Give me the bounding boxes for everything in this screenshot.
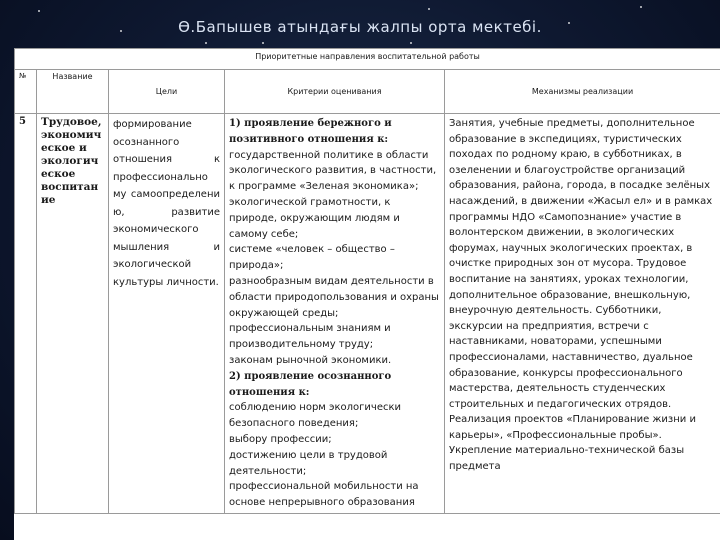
star <box>262 42 264 44</box>
star <box>428 8 430 10</box>
column-header-criteria: Критерии оценивания <box>225 70 445 114</box>
row-name: Трудовое, экономическое и экологическое воспитание <box>37 114 109 514</box>
table-row <box>15 114 720 514</box>
criteria-item: системе «человек – общество – природа»; <box>229 244 395 272</box>
row-mechanisms: Занятия, учебные предметы, дополнительное образование в экспедициях, туристических походах по родному краю, в субботниках, в озеленении и благоустройстве организаций образования, района, города, в посадке зелёных насаждений, в движении «Жасыл ел» и в рамках программы НДО «Самопознание» участие в волонтерском движении, в экологических форумах, научных экологических проектах, в очистке природных зон от мусора. Трудовое воспитание на занятиях, уроках технологии, дополнительное образование, внешкольную, внеурочную деятельность. Субботники, экскурсии на предприятия, встречи с наставниками, новаторами, успешными профессионалами, наставничество, дуальное образование, конкурсы профессионального мастерства, деятельность студенческих строительных и педагогических отрядов. Реализация проектов «Планирование жизни и карьеры», «Профессиональные пробы». Укрепление материально-технической базы предмета <box>445 114 720 514</box>
column-header-goals: Цели <box>109 70 225 114</box>
criteria-heading-1: 1) проявление бережного и позитивного отношения к: <box>229 118 392 145</box>
criteria-item: профессиональной мобильности на основе непрерывного образования <box>229 481 419 509</box>
row-goals: формирование осознанного отношения к профессионально му самоопределени ю, развитие экономического мышления и экологической культуры личности. <box>109 114 225 514</box>
star <box>640 6 642 8</box>
page-title: Ө.Бапышев атындағы жалпы орта мектебі. <box>178 18 542 36</box>
star <box>410 42 412 44</box>
education-table <box>14 48 720 540</box>
criteria-item: достижению цели в трудовой деятельности; <box>229 449 388 477</box>
row-criteria <box>225 114 445 514</box>
criteria-item: законам рыночной экономики. <box>229 354 392 366</box>
row-number: 5 <box>15 114 37 514</box>
column-header-mechanisms: Механизмы реализации <box>445 70 720 114</box>
criteria-item: экологической грамотности, к природе, окружающим людям и самому себе; <box>229 196 400 240</box>
column-header-name: Название <box>37 70 109 114</box>
table-caption: Приоритетные направления воспитательной работы <box>15 49 720 70</box>
criteria-item: разнообразным видам деятельности в области природопользования и охраны окружающей среды; <box>229 275 439 319</box>
criteria-item: выбору профессии; <box>229 433 332 445</box>
column-header-num: № <box>15 70 37 114</box>
criteria-item: соблюдению норм экологически безопасного поведения; <box>229 402 402 430</box>
criteria-item: профессиональным знаниям и производительному труду; <box>229 323 391 351</box>
criteria-heading-2: 2) проявление осознанного отношения к: <box>229 370 392 398</box>
criteria-item: государственной политике в области экологического развития, в частности, к программе «Зеленая экономика»; <box>229 149 437 193</box>
star <box>38 10 40 12</box>
star <box>205 42 207 44</box>
